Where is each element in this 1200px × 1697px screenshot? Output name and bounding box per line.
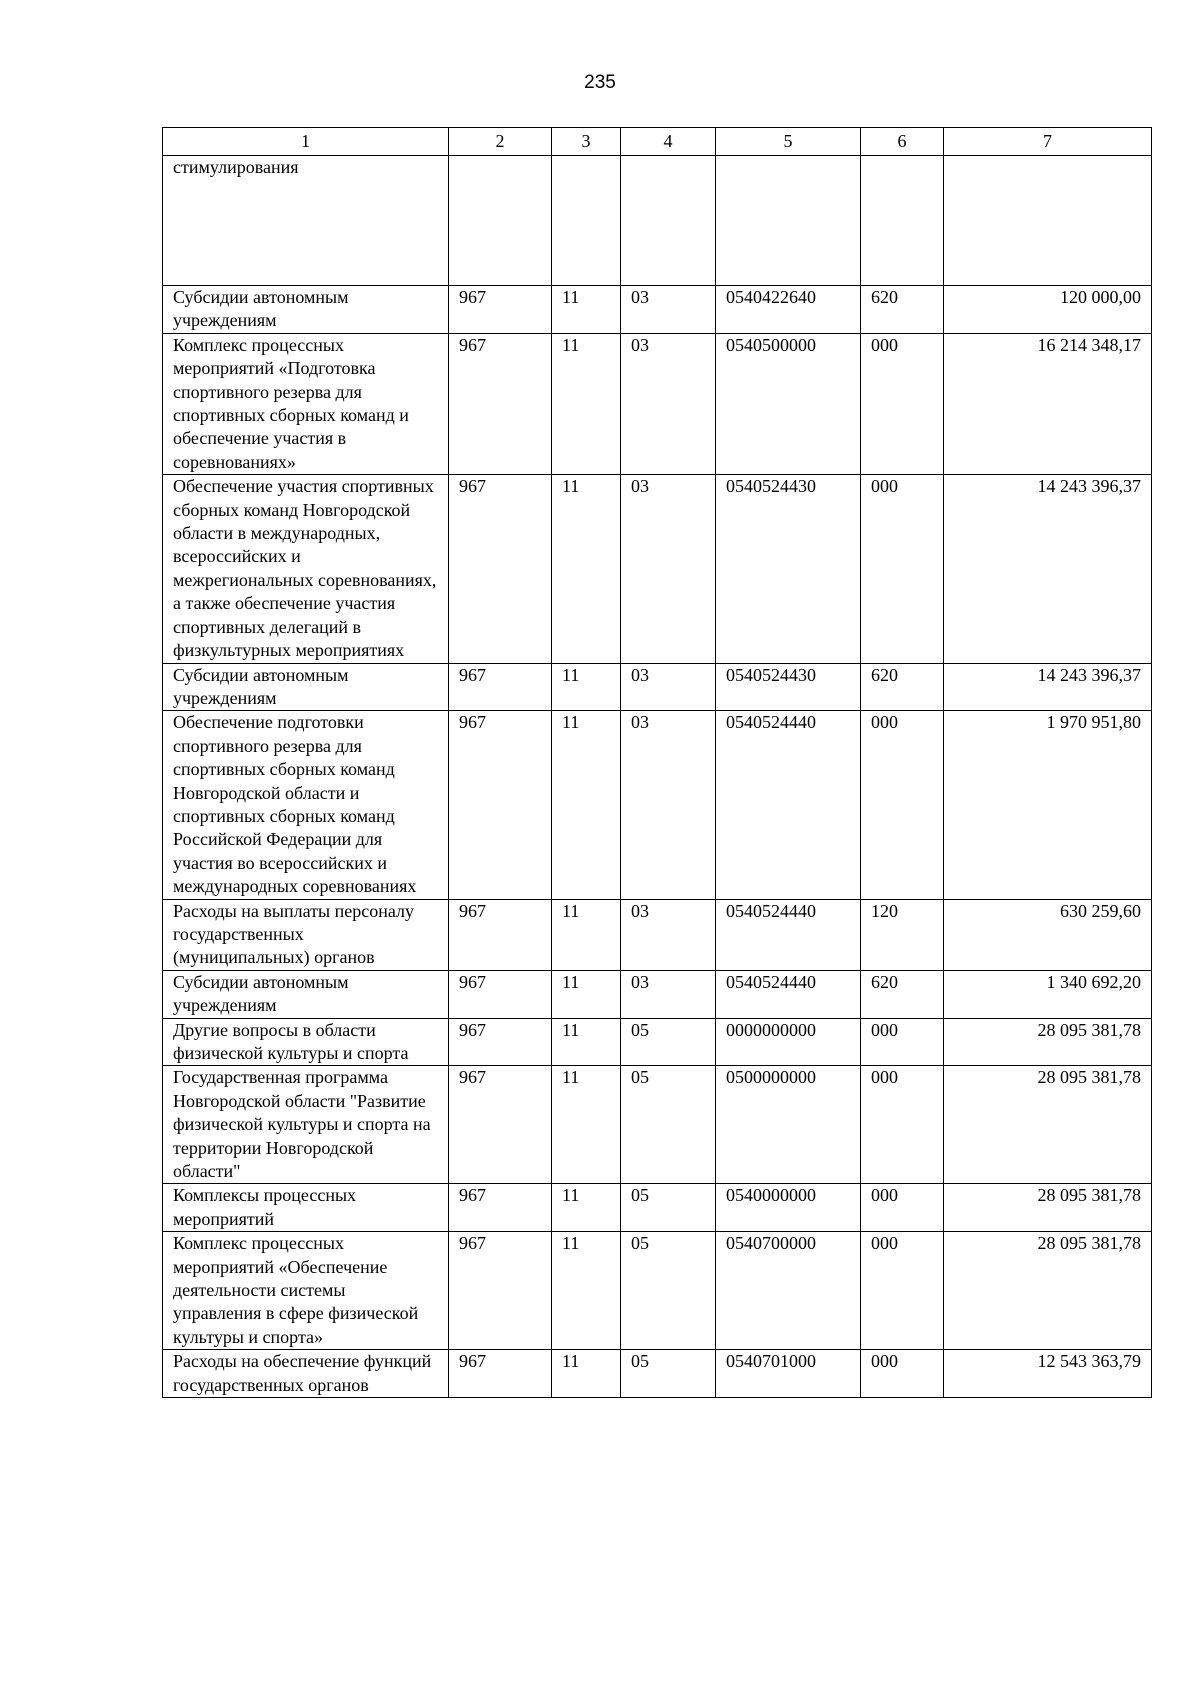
row-col-3: 11 — [552, 663, 621, 711]
row-col-4: 05 — [621, 1018, 716, 1066]
row-col-5: 0540701000 — [716, 1350, 861, 1398]
row-col-5: 0540524440 — [716, 899, 861, 970]
row-col-2: 967 — [449, 475, 552, 663]
row-col-4: 03 — [621, 899, 716, 970]
row-col-4: 05 — [621, 1350, 716, 1398]
row-col-5 — [716, 156, 861, 286]
row-name: стимулирования — [163, 156, 449, 286]
row-col-6: 000 — [861, 1232, 944, 1350]
row-col-5: 0500000000 — [716, 1066, 861, 1184]
row-col-4 — [621, 156, 716, 286]
row-col-2: 967 — [449, 970, 552, 1018]
row-col-4: 03 — [621, 711, 716, 899]
table-body — [163, 156, 1152, 1398]
row-col-7: 1 970 951,80 — [944, 711, 1152, 899]
row-col-5: 0540524440 — [716, 711, 861, 899]
row-col-7: 14 243 396,37 — [944, 663, 1152, 711]
row-col-6: 120 — [861, 899, 944, 970]
row-col-3: 11 — [552, 286, 621, 334]
row-col-4: 05 — [621, 1066, 716, 1184]
row-col-3: 11 — [552, 475, 621, 663]
row-col-4: 03 — [621, 663, 716, 711]
row-col-6: 000 — [861, 1066, 944, 1184]
row-col-6 — [861, 156, 944, 286]
row-col-6: 000 — [861, 1350, 944, 1398]
row-col-2: 967 — [449, 1018, 552, 1066]
row-col-2: 967 — [449, 1232, 552, 1350]
column-header-1: 1 — [163, 128, 449, 156]
row-name: Расходы на выплаты персоналу государственных (муниципальных) органов — [163, 899, 449, 970]
page-number: 235 — [584, 72, 616, 93]
row-col-4: 05 — [621, 1184, 716, 1232]
table-row — [163, 899, 1152, 970]
row-col-5: 0540700000 — [716, 1232, 861, 1350]
row-col-7: 1 340 692,20 — [944, 970, 1152, 1018]
row-col-7: 28 095 381,78 — [944, 1232, 1152, 1350]
row-name: Субсидии автономным учреждениям — [163, 663, 449, 711]
row-col-6: 000 — [861, 1184, 944, 1232]
row-col-7: 28 095 381,78 — [944, 1018, 1152, 1066]
row-col-3: 11 — [552, 1232, 621, 1350]
row-col-3: 11 — [552, 1018, 621, 1066]
row-name: Комплекс процессных мероприятий «Подготовка спортивного резерва для спортивных сборных команд и обеспечение участия в соревнованиях» — [163, 333, 449, 474]
table-row — [163, 156, 1152, 286]
table-row — [163, 1066, 1152, 1184]
row-name: Субсидии автономным учреждениям — [163, 286, 449, 334]
row-name: Обеспечение участия спортивных сборных команд Новгородской области в международных, всероссийских и межрегиональных соревнованиях, а также обеспечение участия спортивных делегаций в физкультурных мероприятиях — [163, 475, 449, 663]
row-col-6: 620 — [861, 286, 944, 334]
row-col-7: 28 095 381,78 — [944, 1184, 1152, 1232]
budget-table — [162, 127, 1152, 1398]
row-col-7: 630 259,60 — [944, 899, 1152, 970]
table-row — [163, 1232, 1152, 1350]
row-col-3: 11 — [552, 1350, 621, 1398]
row-col-6: 000 — [861, 711, 944, 899]
row-col-2: 967 — [449, 711, 552, 899]
column-header-5: 5 — [716, 128, 861, 156]
row-col-4: 03 — [621, 970, 716, 1018]
table-header — [163, 128, 1152, 156]
table-row — [163, 970, 1152, 1018]
row-name: Расходы на обеспечение функций государственных органов — [163, 1350, 449, 1398]
row-col-4: 03 — [621, 333, 716, 474]
table-row — [163, 1184, 1152, 1232]
table-row — [163, 663, 1152, 711]
row-col-3: 11 — [552, 1066, 621, 1184]
row-col-7: 16 214 348,17 — [944, 333, 1152, 474]
row-col-3 — [552, 156, 621, 286]
row-col-5: 0000000000 — [716, 1018, 861, 1066]
row-col-6: 000 — [861, 1018, 944, 1066]
row-col-3: 11 — [552, 711, 621, 899]
row-col-5: 0540500000 — [716, 333, 861, 474]
row-col-6: 000 — [861, 475, 944, 663]
row-col-7: 14 243 396,37 — [944, 475, 1152, 663]
column-header-2: 2 — [449, 128, 552, 156]
row-col-5: 0540524440 — [716, 970, 861, 1018]
row-name: Комплекс процессных мероприятий «Обеспечение деятельности системы управления в сфере физической культуры и спорта» — [163, 1232, 449, 1350]
table-row — [163, 1018, 1152, 1066]
header-row — [163, 128, 1152, 156]
row-col-4: 03 — [621, 475, 716, 663]
row-col-3: 11 — [552, 1184, 621, 1232]
row-col-2: 967 — [449, 1066, 552, 1184]
row-col-2 — [449, 156, 552, 286]
row-col-4: 03 — [621, 286, 716, 334]
table-row — [163, 475, 1152, 663]
column-header-7: 7 — [944, 128, 1152, 156]
row-col-2: 967 — [449, 333, 552, 474]
row-col-6: 620 — [861, 970, 944, 1018]
table-row — [163, 286, 1152, 334]
row-col-3: 11 — [552, 333, 621, 474]
row-col-2: 967 — [449, 286, 552, 334]
row-col-7: 12 543 363,79 — [944, 1350, 1152, 1398]
row-col-6: 000 — [861, 333, 944, 474]
row-col-5: 0540524430 — [716, 663, 861, 711]
row-col-3: 11 — [552, 899, 621, 970]
row-name: Субсидии автономным учреждениям — [163, 970, 449, 1018]
row-name: Обеспечение подготовки спортивного резерва для спортивных сборных команд Новгородской области и спортивных сборных команд Российской Федерации для участия во всероссийских и международных соревнованиях — [163, 711, 449, 899]
row-col-6: 620 — [861, 663, 944, 711]
column-header-4: 4 — [621, 128, 716, 156]
row-col-3: 11 — [552, 970, 621, 1018]
row-col-7: 28 095 381,78 — [944, 1066, 1152, 1184]
row-name: Комплексы процессных мероприятий — [163, 1184, 449, 1232]
column-header-6: 6 — [861, 128, 944, 156]
row-name: Государственная программа Новгородской области "Развитие физической культуры и спорта на территории Новгородской области" — [163, 1066, 449, 1184]
row-col-4: 05 — [621, 1232, 716, 1350]
row-col-2: 967 — [449, 663, 552, 711]
row-col-2: 967 — [449, 899, 552, 970]
row-col-2: 967 — [449, 1184, 552, 1232]
table-row — [163, 711, 1152, 899]
row-col-5: 0540422640 — [716, 286, 861, 334]
row-col-5: 0540524430 — [716, 475, 861, 663]
table-row — [163, 333, 1152, 474]
row-name: Другие вопросы в области физической культуры и спорта — [163, 1018, 449, 1066]
table-row — [163, 1350, 1152, 1398]
row-col-7 — [944, 156, 1152, 286]
row-col-7: 120 000,00 — [944, 286, 1152, 334]
row-col-2: 967 — [449, 1350, 552, 1398]
row-col-5: 0540000000 — [716, 1184, 861, 1232]
column-header-3: 3 — [552, 128, 621, 156]
